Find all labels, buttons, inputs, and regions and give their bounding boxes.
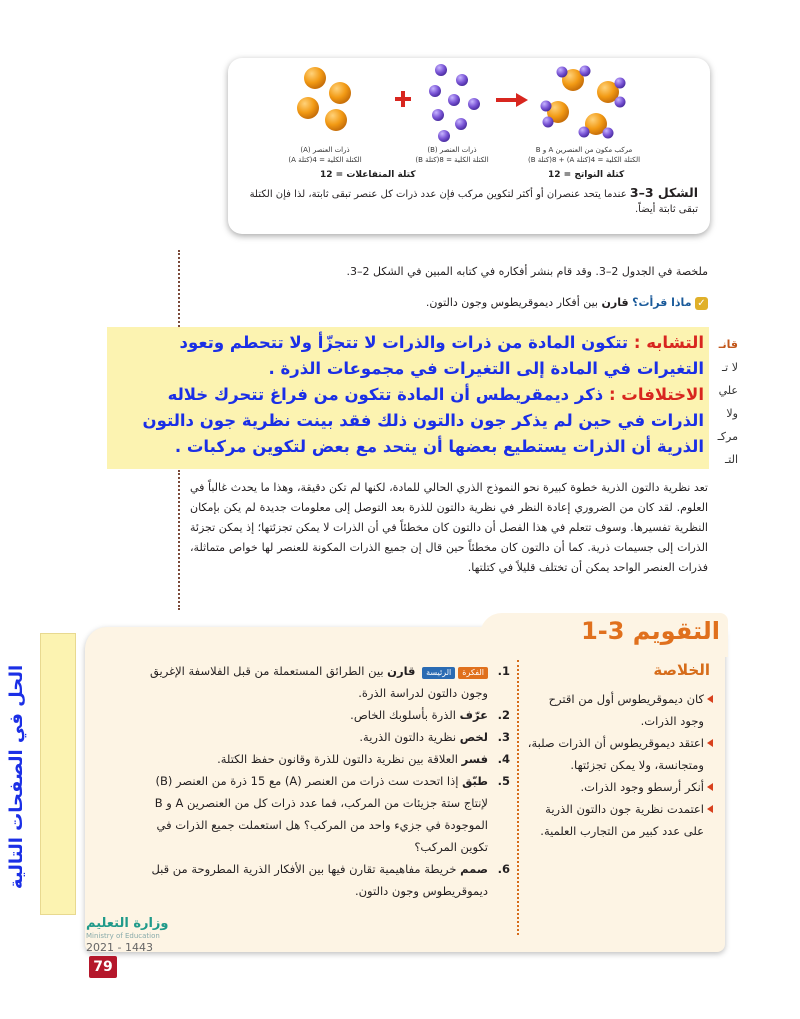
question-item: 2. عرّف الذرة بأسلوبك الخاص.	[350, 708, 510, 722]
body-paragraph: تعد نظرية دالتون الذرية خطوة كبيرة نحو النموذج الذري الحالي للمادة، لكنها لم تكن دقيقة، وهذا ما يحدث غالباً في العلوم. لقد كان من الضروري إعادة النظر في نظرية دالتون للذرة بعد التوصل إلى معلومات جديدة لم يكن بإمكان النظرية تفسيرها. وسوف تتعلم في هذا الفصل أن دالتون كان مخطئاً في أن الذرات لا يمكن تجزئتها؛ إذ يمكن تجزئة الذرات إلى جسيمات ذرية. كما أن دالتون كان مخطئاً حين قال إن جميع الذرات المكونة للعنصر لها خواص متماثلة، فذرات العنصر الواحد يمكن أن تختلف قليلاً في كتلتها.	[190, 481, 708, 574]
reactants-mass: كتلة المتفاعلات = 12	[320, 170, 416, 180]
summary-list	[525, 688, 713, 842]
ministry-logo-en: Ministry of Education	[86, 932, 160, 940]
figure-card	[228, 58, 710, 234]
element-a-label: ذرات العنصر (A) الكتلة الكلية = 4(كتلة A)	[288, 146, 362, 164]
assessment-title: التقويم 3-1	[581, 617, 720, 645]
margin-rule	[178, 250, 180, 330]
difference-text: ذكر ديمقريطس أن المادة تتكون من فراغ تتحرك خلاله الذرات في حين لم يذكر جون دالتون ذلك فقد بينت نظرية جون دالتون الذرية أن الذرات يستطيع بعضها أن يتحد مع بعض لتكوين مركبات .	[142, 385, 704, 456]
solution-side-tab-label: الحل في الصفحات التالية	[6, 664, 27, 890]
plus-sign	[395, 91, 411, 107]
figure-caption	[242, 185, 698, 217]
difference-label: الاختلافات :	[608, 385, 704, 404]
crumb-sub: الرئيسة	[422, 667, 455, 679]
compound-ab-label: مركب مكون من العنصرين A و B الكتلة الكلية = 4(كتلة A) + 8(كتلة B)	[527, 146, 641, 164]
solution-side-tab	[40, 633, 76, 915]
summary-item: كان ديموقريطوس أول من اقترح وجود الذرات.	[525, 688, 713, 732]
summary-item: اعتقد ديموقريطوس أن الذرات صلبة، ومتجانسة، ولا يمكن تجزئتها.	[525, 732, 713, 776]
similarity-label: التشابه :	[633, 333, 704, 352]
caption-number: الشكل 3–3	[629, 185, 698, 200]
summary-title: الخلاصة	[653, 661, 710, 679]
answer-text	[116, 330, 704, 460]
margin-fragments: قانـ لا تـ علي ولا مركـ التـ	[717, 338, 738, 466]
caption-text: عندما يتحد عنصران أو أكثر لتكوين مركب فإن عدد ذرات كل عنصر تبقى ثابتة، لذا فإن الكتلة تبقى ثابتة أيضاً.	[249, 189, 698, 215]
assessment-questions	[130, 660, 510, 902]
question-item: 6. صمم خريطة مفاهيمية تقارن فيها بين الأفكار الذرية المطروحة من قبل ديموقريطوس وجون دالتون.	[151, 862, 510, 898]
question-text: بين أفكار ديموقريطوس وجون دالتون.	[425, 296, 598, 309]
compound-ab-molecules	[541, 66, 626, 139]
page-number: 79	[89, 956, 117, 978]
summary-item: أنكر أرسطو وجود الذرات.	[525, 776, 713, 798]
intro-line: ملخصة في الجدول 2–3. وقد قام بنشر أفكاره في كتابه المبين في الشكل 2–3.	[346, 265, 708, 278]
margin-rule	[178, 470, 180, 610]
check-icon: ✓	[695, 297, 708, 310]
reaction-arrow	[496, 93, 528, 107]
question-verb: قارن	[601, 296, 629, 309]
edition-year: 2021 - 1443	[86, 941, 153, 954]
element-a-atoms	[297, 67, 351, 131]
similarity-text: تتكون المادة من ذرات والذرات لا تتجزّأ ولا تتحطم وتعود التغيرات في المادة إلى التغيرات في مجموعات الذرة .	[179, 333, 704, 378]
question-item: 5. طبّق إذا اتحدت ست ذرات من العنصر (A) مع 15 ذرة من العنصر (B) لإنتاج ستة جزيئات من المركب، فما عدد ذرات كل من العنصرين A و B الموجودة في جزيء واحد من المركب؟ هل استعملت جميع الذرات في تكوين المركب؟	[154, 774, 510, 854]
panel-separator	[517, 660, 519, 935]
ministry-logo-ar: وزارة التعليم	[86, 916, 169, 931]
reading-check	[190, 296, 708, 310]
question-label: ماذا قرأت؟	[632, 296, 692, 309]
question-item: 3. لخص نظرية دالتون الذرية.	[359, 730, 510, 744]
question-item: 4. فسر العلاقة بين نظرية دالتون للذرة وقانون حفظ الكتلة.	[217, 752, 510, 766]
products-mass: كتلة النواتج = 12	[548, 170, 625, 180]
element-b-atoms	[429, 64, 480, 142]
summary-item: اعتمدت نظرية جون دالتون الذرية على عدد كبير من التجارب العلمية.	[525, 798, 713, 842]
question-item: 1. الفكرةالرئيسة قارن بين الطرائق المستعملة من قبل الفلاسفة الإغريق وجون دالتون لدراسة الذرة.	[149, 664, 510, 700]
crumb-main: الفكرة	[458, 667, 488, 679]
element-b-label: ذرات العنصر (B) الكتلة الكلية = 8(كتلة B)	[415, 146, 489, 164]
